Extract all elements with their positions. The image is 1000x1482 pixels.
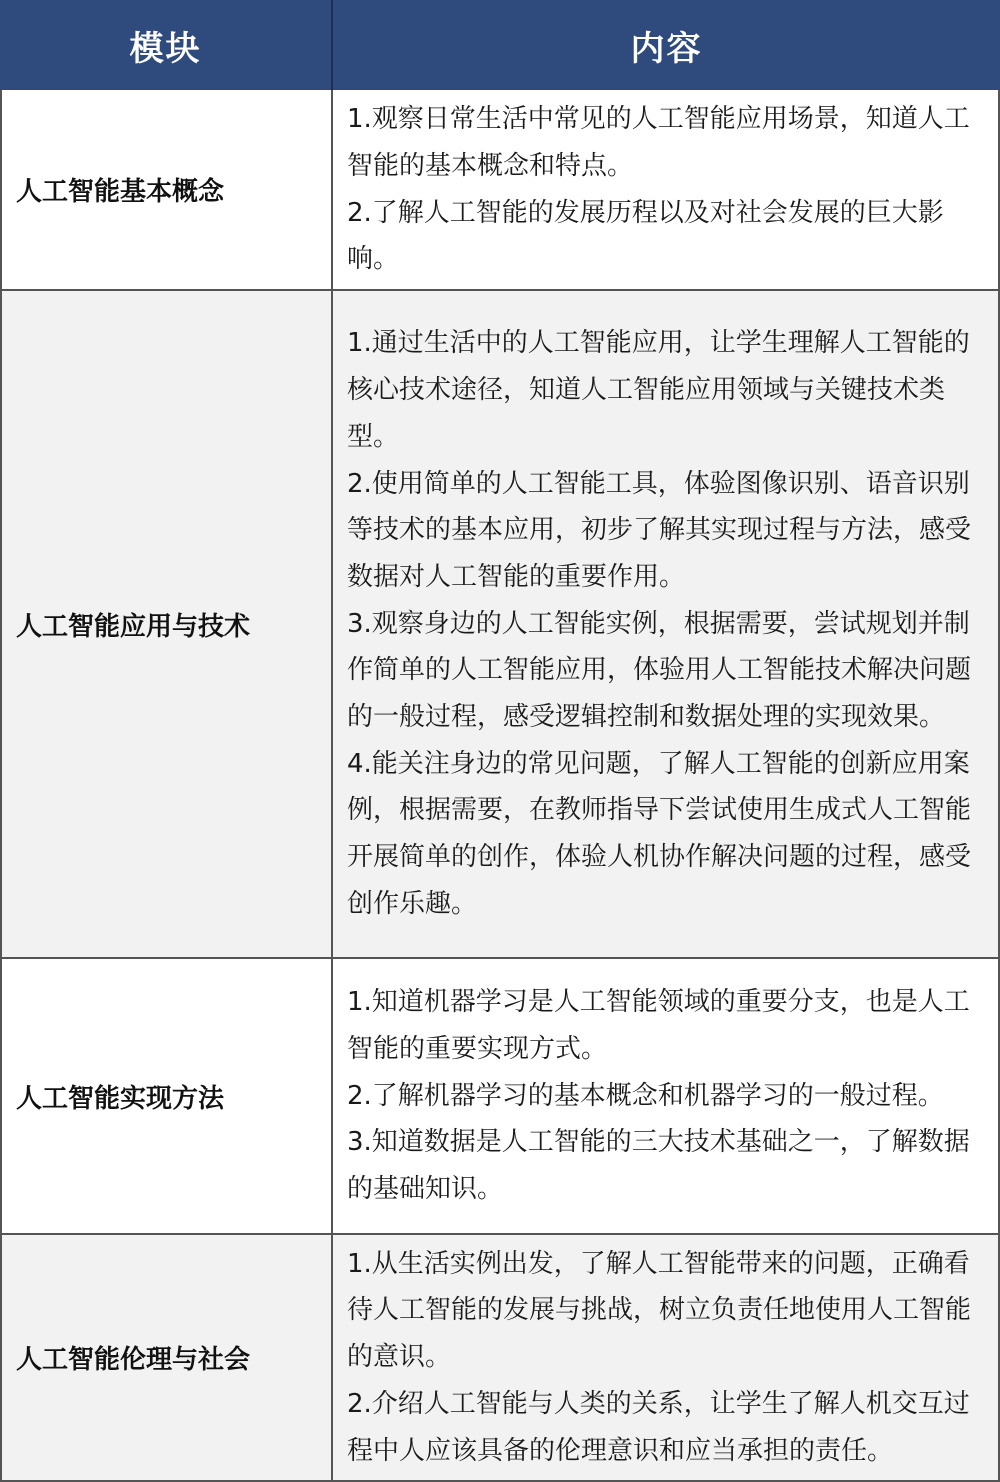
- table-row: [0, 1235, 1000, 1482]
- content-item: 2.介绍人工智能与人类的关系，让学生了解人机交互过程中人应该具备的伦理意识和应当承担的责任。: [347, 1388, 970, 1466]
- module-cell: 人工智能应用与技术: [0, 291, 333, 957]
- content-item: 1.通过生活中的人工智能应用，让学生理解人工智能的核心技术途径，知道人工智能应用领域与关键技术类型。: [347, 328, 970, 452]
- content-item: 2.使用简单的人工智能工具，体验图像识别、语音识别等技术的基本应用，初步了解其实现过程与方法，感受数据对人工智能的重要作用。: [347, 468, 972, 592]
- header-module: 模块: [0, 0, 333, 90]
- module-cell: 人工智能实现方法: [0, 959, 333, 1233]
- content-cell: [333, 291, 1000, 957]
- content-item: 2.了解人工智能的发展历程以及对社会发展的巨大影响。: [347, 197, 944, 275]
- content-cell: [333, 90, 1000, 289]
- content-item: 1.观察日常生活中常见的人工智能应用场景，知道人工智能的基本概念和特点。: [347, 104, 970, 181]
- table-row: [0, 90, 1000, 291]
- header-content: 内容: [630, 28, 703, 69]
- content-cell: [333, 959, 1000, 1233]
- content-cell: [333, 1235, 1000, 1480]
- content-item: 4.能关注身边的常见问题，了解人工智能的创新应用案例，根据需要，在教师指导下尝试使用生成式人工智能开展简单的创作，体验人机协作解决问题的过程，感受创作乐趣。: [347, 748, 972, 919]
- content-item: 1.从生活实例出发，了解人工智能带来的问题，正确看待人工智能的发展与挑战，树立负责任地使用人工智能的意识。: [347, 1248, 972, 1373]
- content-item: 3.知道数据是人工智能的三大技术基础之一，了解数据的基础知识。: [347, 1127, 970, 1205]
- table-row: [0, 959, 1000, 1235]
- module-cell: 人工智能基本概念: [0, 90, 333, 289]
- table-row: [0, 291, 1000, 959]
- module-cell: 人工智能伦理与社会: [0, 1235, 333, 1480]
- content-item: 1.知道机器学习是人工智能领域的重要分支，也是人工智能的重要实现方式。: [347, 987, 970, 1064]
- content-item: 3.观察身边的人工智能实例，根据需要，尝试规划并制作简单的人工智能应用，体验用人工智能技术解决问题的一般过程，感受逻辑控制和数据处理的实现效果。: [347, 608, 972, 733]
- content-item: 2.了解机器学习的基本概念和机器学习的一般过程。: [347, 1080, 944, 1111]
- table-header-row: [0, 0, 1000, 90]
